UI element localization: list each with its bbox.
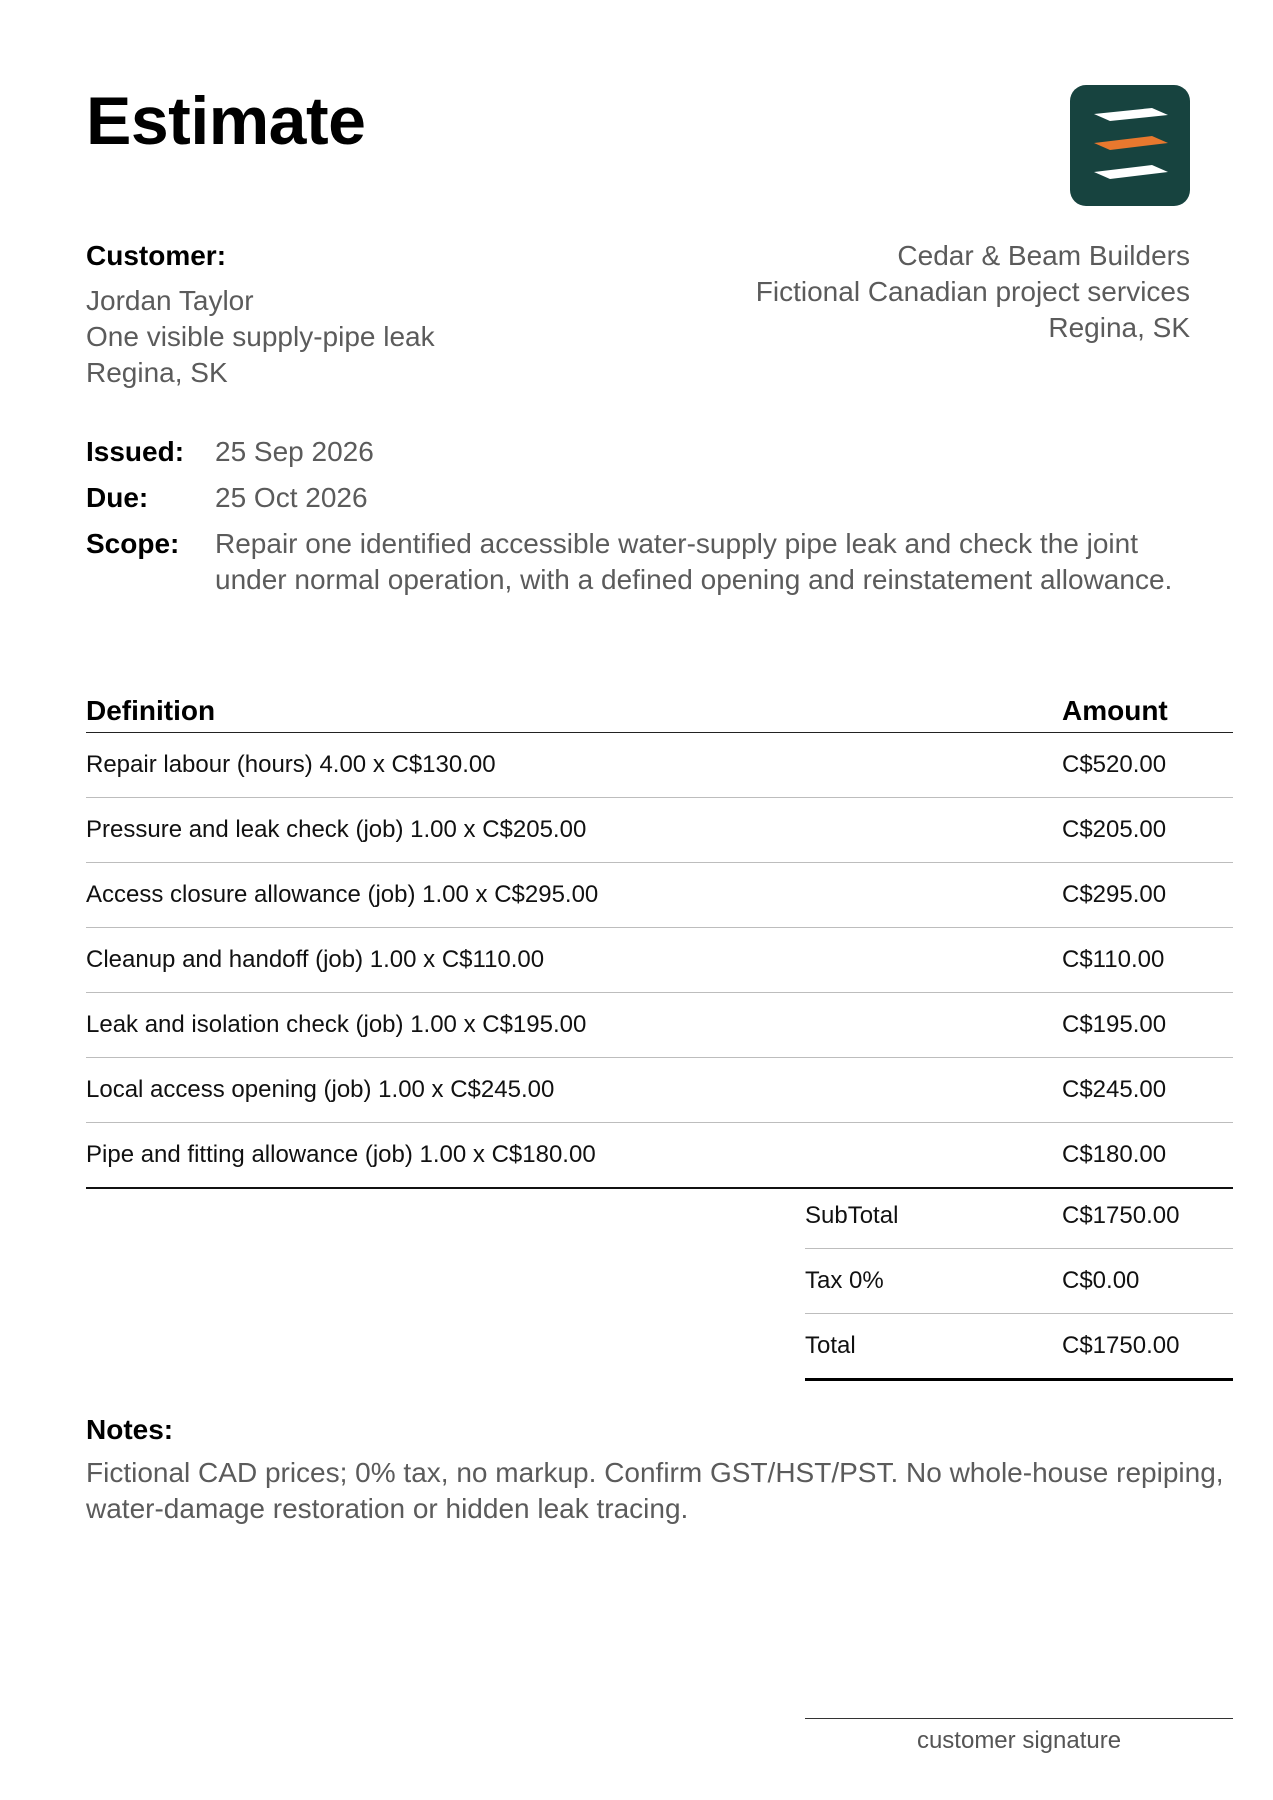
table-row — [86, 733, 1233, 798]
company-logo — [1070, 85, 1190, 206]
logo-stripe-top — [1094, 108, 1168, 121]
due-label: Due: — [86, 482, 149, 513]
tax-value: C$0.00 — [1062, 1267, 1140, 1294]
table-row — [86, 798, 1233, 863]
row-amount: C$195.00 — [1062, 1011, 1167, 1038]
table-header — [86, 690, 1233, 733]
estimate-meta — [86, 434, 1206, 608]
company-location: Regina, SK — [1048, 312, 1190, 343]
row-amount: C$180.00 — [1062, 1141, 1167, 1168]
table-row — [86, 1058, 1233, 1123]
scope-row — [86, 526, 1206, 598]
issued-label: Issued: — [86, 436, 185, 467]
customer-block — [86, 238, 646, 391]
row-definition: Cleanup and handoff (job) 1.00 x C$110.00 — [86, 946, 545, 973]
page-title: Estimate — [86, 83, 366, 159]
row-definition: Pipe and fitting allowance (job) 1.00 x C$180.00 — [86, 1141, 596, 1168]
company-name: Cedar & Beam Builders — [897, 240, 1190, 271]
row-amount: C$295.00 — [1062, 881, 1167, 908]
logo-stripe-middle — [1094, 136, 1168, 150]
row-definition: Pressure and leak check (job) 1.00 x C$205.00 — [86, 816, 587, 843]
logo-stripe-bottom — [1094, 165, 1168, 179]
due-value: 25 Oct 2026 — [215, 482, 368, 513]
signature-label: customer signature — [916, 1727, 1122, 1754]
total-row — [805, 1314, 1233, 1381]
customer-signature-line — [805, 1718, 1233, 1755]
subtotal-label: SubTotal — [805, 1202, 899, 1229]
table-row — [86, 993, 1233, 1058]
row-amount: C$205.00 — [1062, 816, 1167, 843]
scope-label: Scope: — [86, 528, 180, 559]
notes-label: Notes: — [86, 1414, 174, 1445]
column-header-amount: Amount — [1062, 695, 1168, 726]
column-header-definition: Definition — [86, 695, 216, 726]
scope-value: Repair one identified accessible water-supply pipe leak and check the joint under normal operation, with a defined opening and reinstatement allowance. — [215, 528, 1173, 595]
table-row — [86, 863, 1233, 928]
table-row — [86, 1123, 1233, 1189]
tax-label: Tax 0% — [805, 1267, 884, 1294]
customer-label: Customer: — [86, 240, 227, 271]
customer-project: One visible supply-pipe leak — [86, 321, 435, 352]
customer-name: Jordan Taylor — [86, 285, 254, 316]
row-definition: Local access opening (job) 1.00 x C$245.00 — [86, 1076, 555, 1103]
row-amount: C$520.00 — [1062, 751, 1167, 778]
issued-value: 25 Sep 2026 — [215, 436, 374, 467]
subtotal-value: C$1750.00 — [1062, 1202, 1180, 1229]
row-definition: Leak and isolation check (job) 1.00 x C$195.00 — [86, 1011, 587, 1038]
company-tagline: Fictional Canadian project services — [755, 276, 1190, 307]
issued-row — [86, 434, 1206, 470]
customer-location: Regina, SK — [86, 357, 228, 388]
line-items-table — [86, 690, 1233, 1189]
row-definition: Access closure allowance (job) 1.00 x C$295.00 — [86, 881, 599, 908]
subtotal-row — [805, 1184, 1233, 1249]
stacked-layers-icon — [1070, 85, 1190, 206]
company-block — [590, 238, 1190, 346]
total-label: Total — [805, 1332, 856, 1359]
total-value: C$1750.00 — [1062, 1332, 1180, 1359]
due-row — [86, 480, 1206, 516]
table-row — [86, 928, 1233, 993]
row-definition: Repair labour (hours) 4.00 x C$130.00 — [86, 751, 496, 778]
row-amount: C$245.00 — [1062, 1076, 1167, 1103]
notes-block — [86, 1412, 1226, 1527]
row-amount: C$110.00 — [1062, 946, 1165, 973]
notes-text: Fictional CAD prices; 0% tax, no markup. Confirm GST/HST/PST. No whole-house repiping, water-damage restoration or hidden leak tracing. — [86, 1457, 1224, 1524]
tax-row — [805, 1249, 1233, 1314]
totals-block — [805, 1184, 1233, 1381]
